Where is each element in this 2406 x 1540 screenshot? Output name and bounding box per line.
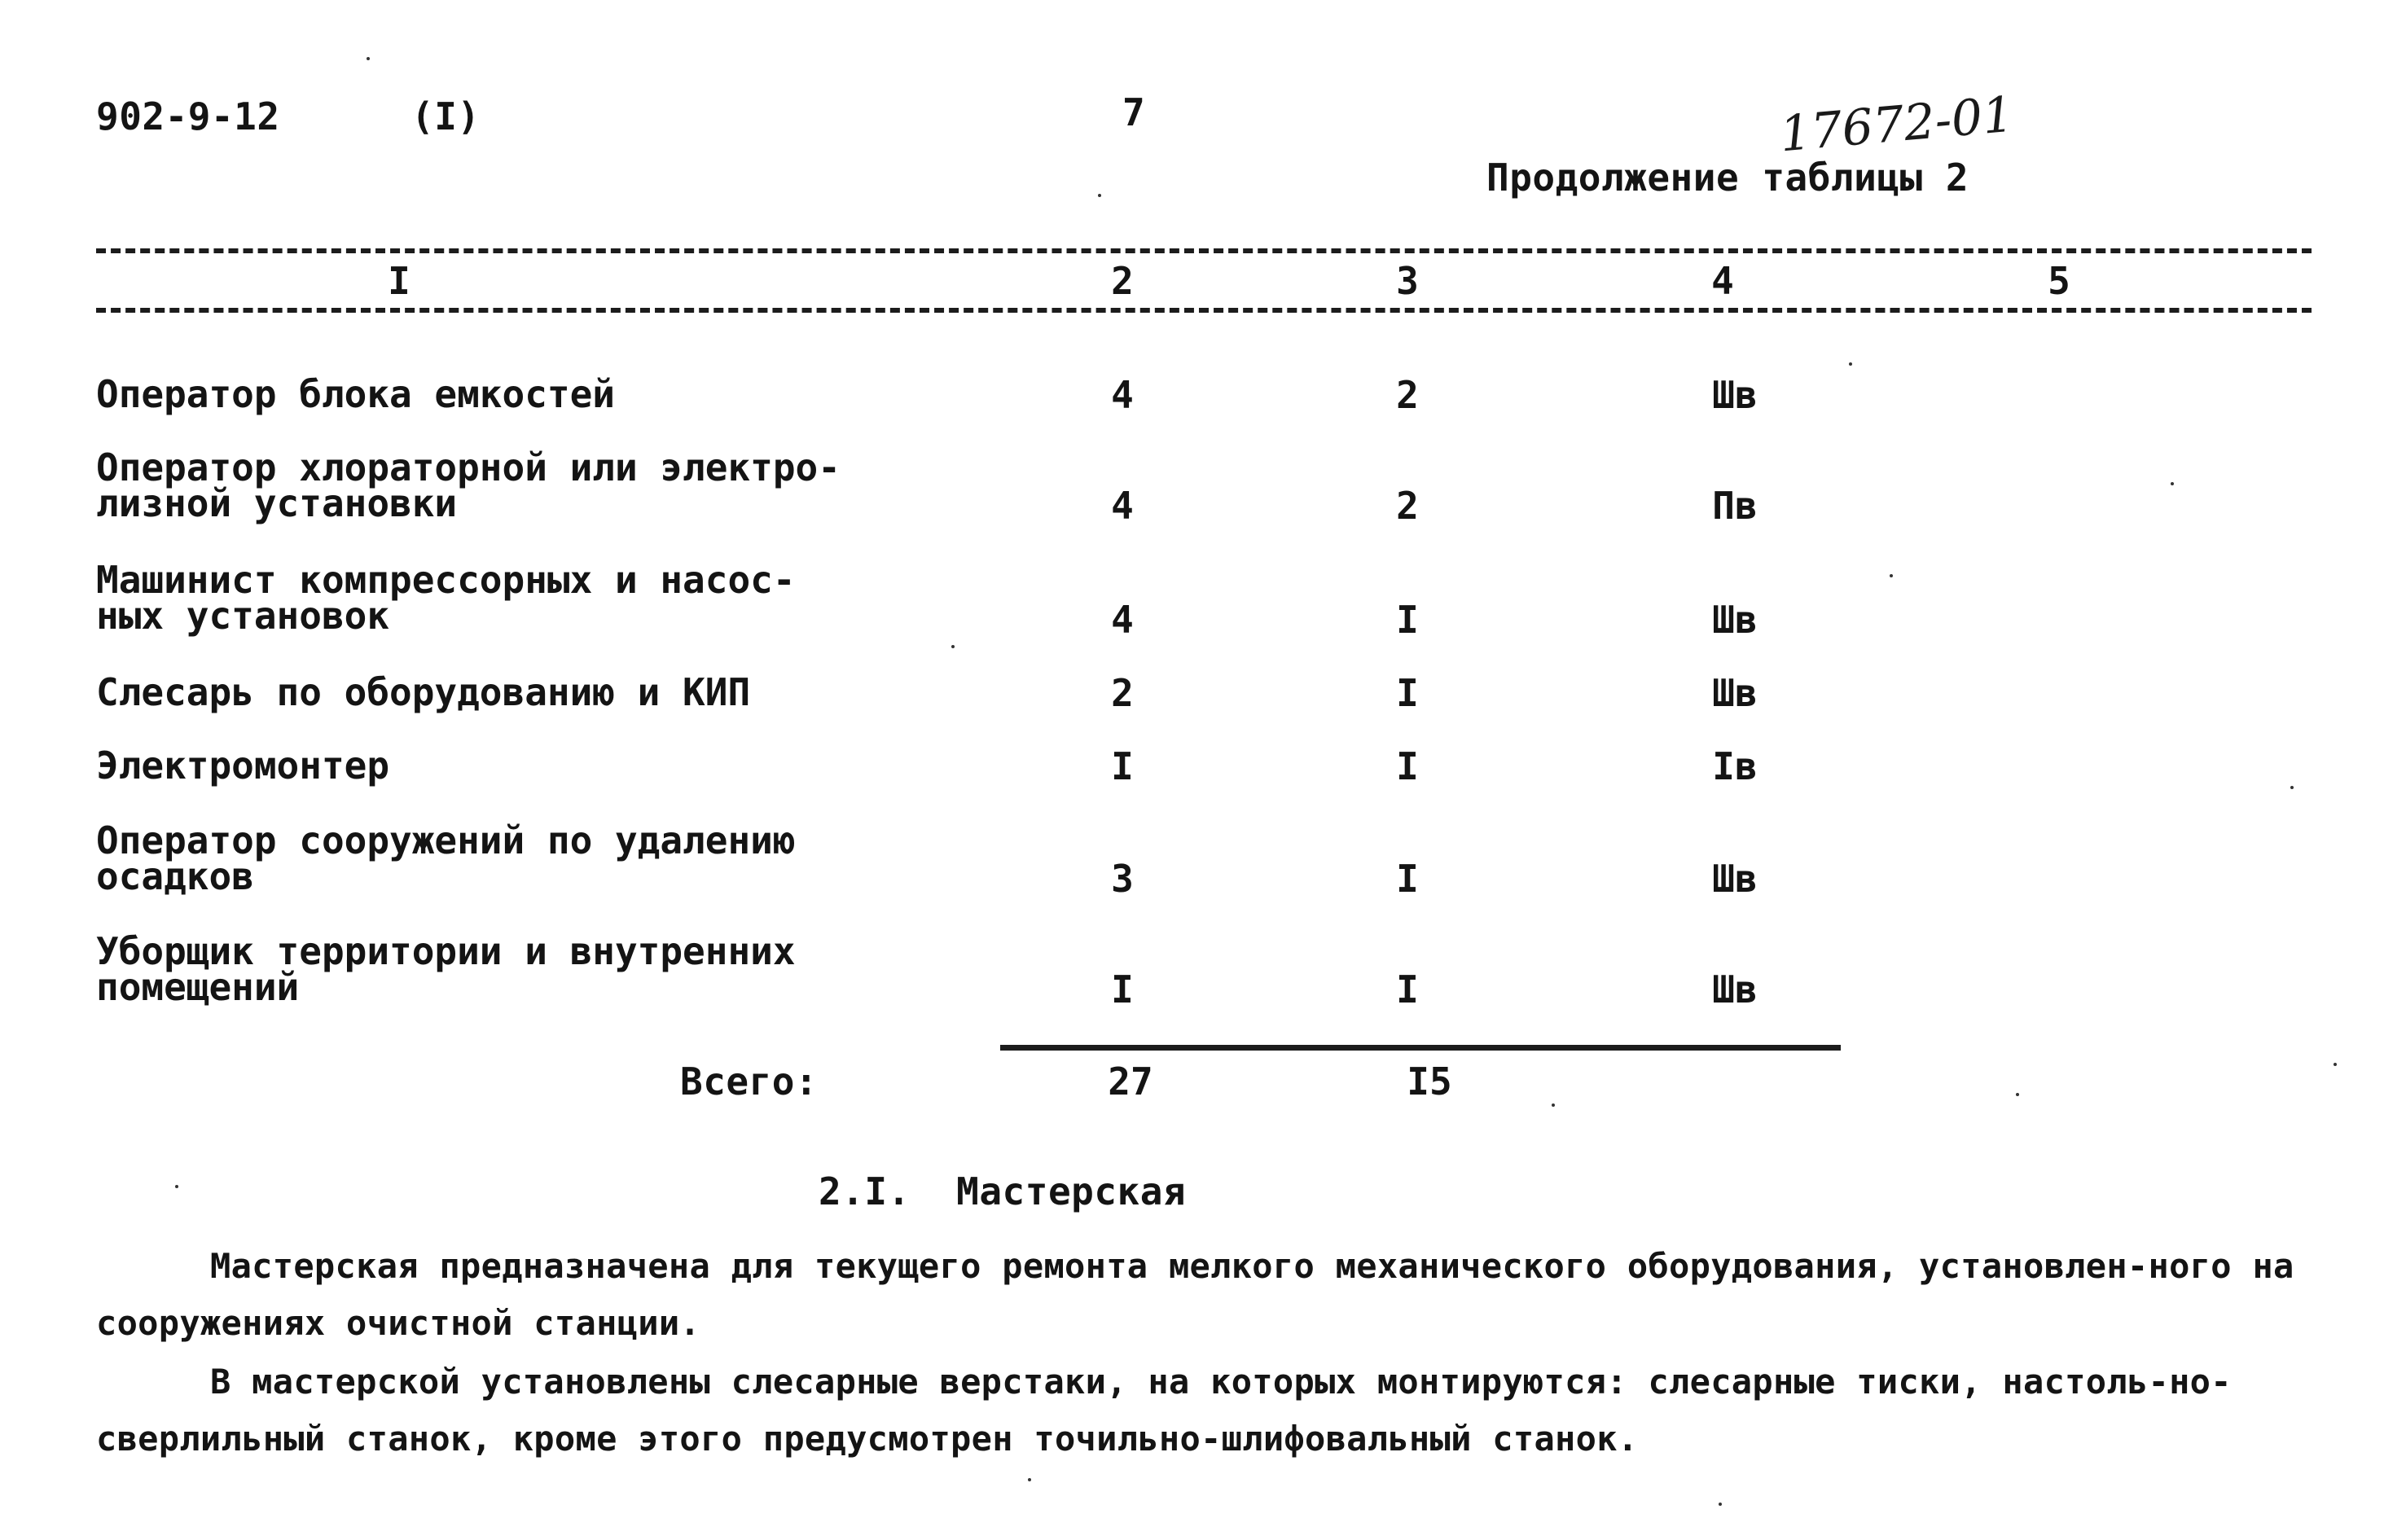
table-cell-col2: 4 [1111, 484, 1134, 528]
page-number: 7 [1122, 90, 1146, 134]
table-cell-col4: Пв [1712, 484, 1758, 528]
section-paragraph: В мастерской установлены слесарные верстаки, на которых монтируются: слесарные тиски, настоль-но-сверлильный станок, кроме этого предусмотрен точильно-шлифовальный станок. [96, 1362, 2232, 1459]
table-cell-col4: Шв [1712, 671, 1758, 715]
table-cell-col3: 2 [1396, 484, 1419, 528]
table-cell-col2: 2 [1111, 671, 1134, 715]
table-cell-col4: Шв [1712, 967, 1758, 1011]
scan-speck [1719, 1503, 1722, 1506]
table-cell-col4: Шв [1712, 857, 1758, 901]
table-cell-col2: 4 [1111, 598, 1134, 642]
scan-speck [1890, 574, 1893, 577]
scan-speck [1028, 1478, 1031, 1481]
scan-speck [367, 57, 370, 60]
table-cell-col2: I [1111, 967, 1134, 1011]
table-row-label: Оператор блока емкостей [96, 372, 615, 416]
table-cell-col3: I [1396, 857, 1419, 901]
table-cell-col4: Шв [1712, 373, 1758, 417]
table-cell-col4: Iв [1712, 744, 1758, 788]
table-cell-col2: I [1111, 744, 1134, 788]
document-part: (I) [411, 94, 481, 138]
table-row-label: Машинист компрессорных и насос- ных установок [96, 558, 796, 638]
handwritten-code: 17672-01 [1777, 86, 2017, 164]
table-cell-col2: 3 [1111, 857, 1134, 901]
table-row-label: Уборщик территории и внутренних помещений [96, 929, 796, 1009]
table-row-label: Оператор сооружений по удалению осадков [96, 818, 796, 898]
totals-rule [1000, 1045, 1841, 1051]
section-paragraph: Мастерская предназначена для текущего ремонта мелкого механического оборудования, установлен-ного на сооружениях очистной станции. [96, 1246, 2294, 1343]
table-row-label: Слесарь по оборудованию и КИП [96, 670, 751, 714]
table-header-rule [96, 308, 2312, 313]
scan-speck [1849, 362, 1852, 366]
table-cell-col3: I [1396, 598, 1419, 642]
table-caption: Продолжение таблицы 2 [1486, 156, 1969, 200]
scan-speck [175, 1185, 178, 1188]
section-heading: 2.I. Мастерская [819, 1169, 1187, 1213]
column-header: 3 [1396, 259, 1419, 303]
scan-speck [2334, 1063, 2337, 1066]
table-cell-col3: 2 [1396, 373, 1419, 417]
table-cell-col3: I [1396, 671, 1419, 715]
document-number: 902-9-12 [96, 94, 280, 138]
scan-speck [951, 645, 955, 648]
total-label: Всего: [680, 1060, 819, 1103]
scan-speck [2016, 1093, 2019, 1096]
column-header: 4 [1711, 259, 1734, 303]
table-top-rule [96, 248, 2312, 253]
total-col2: 27 [1108, 1060, 1153, 1103]
table-row-label: Электромонтер [96, 744, 390, 788]
column-header: I [388, 259, 411, 303]
table-cell-col4: Шв [1712, 598, 1758, 642]
table-cell-col2: 4 [1111, 373, 1134, 417]
scan-speck [1552, 1103, 1555, 1107]
total-col3: I5 [1407, 1060, 1452, 1103]
scan-speck [2171, 482, 2174, 485]
column-header: 5 [2048, 259, 2070, 303]
column-header: 2 [1111, 259, 1134, 303]
table-row-label: Оператор хлораторной или электро- лизной установки [96, 445, 841, 525]
scan-speck [1098, 194, 1101, 197]
scan-speck [2290, 786, 2294, 789]
table-cell-col3: I [1396, 744, 1419, 788]
table-cell-col3: I [1396, 967, 1419, 1011]
